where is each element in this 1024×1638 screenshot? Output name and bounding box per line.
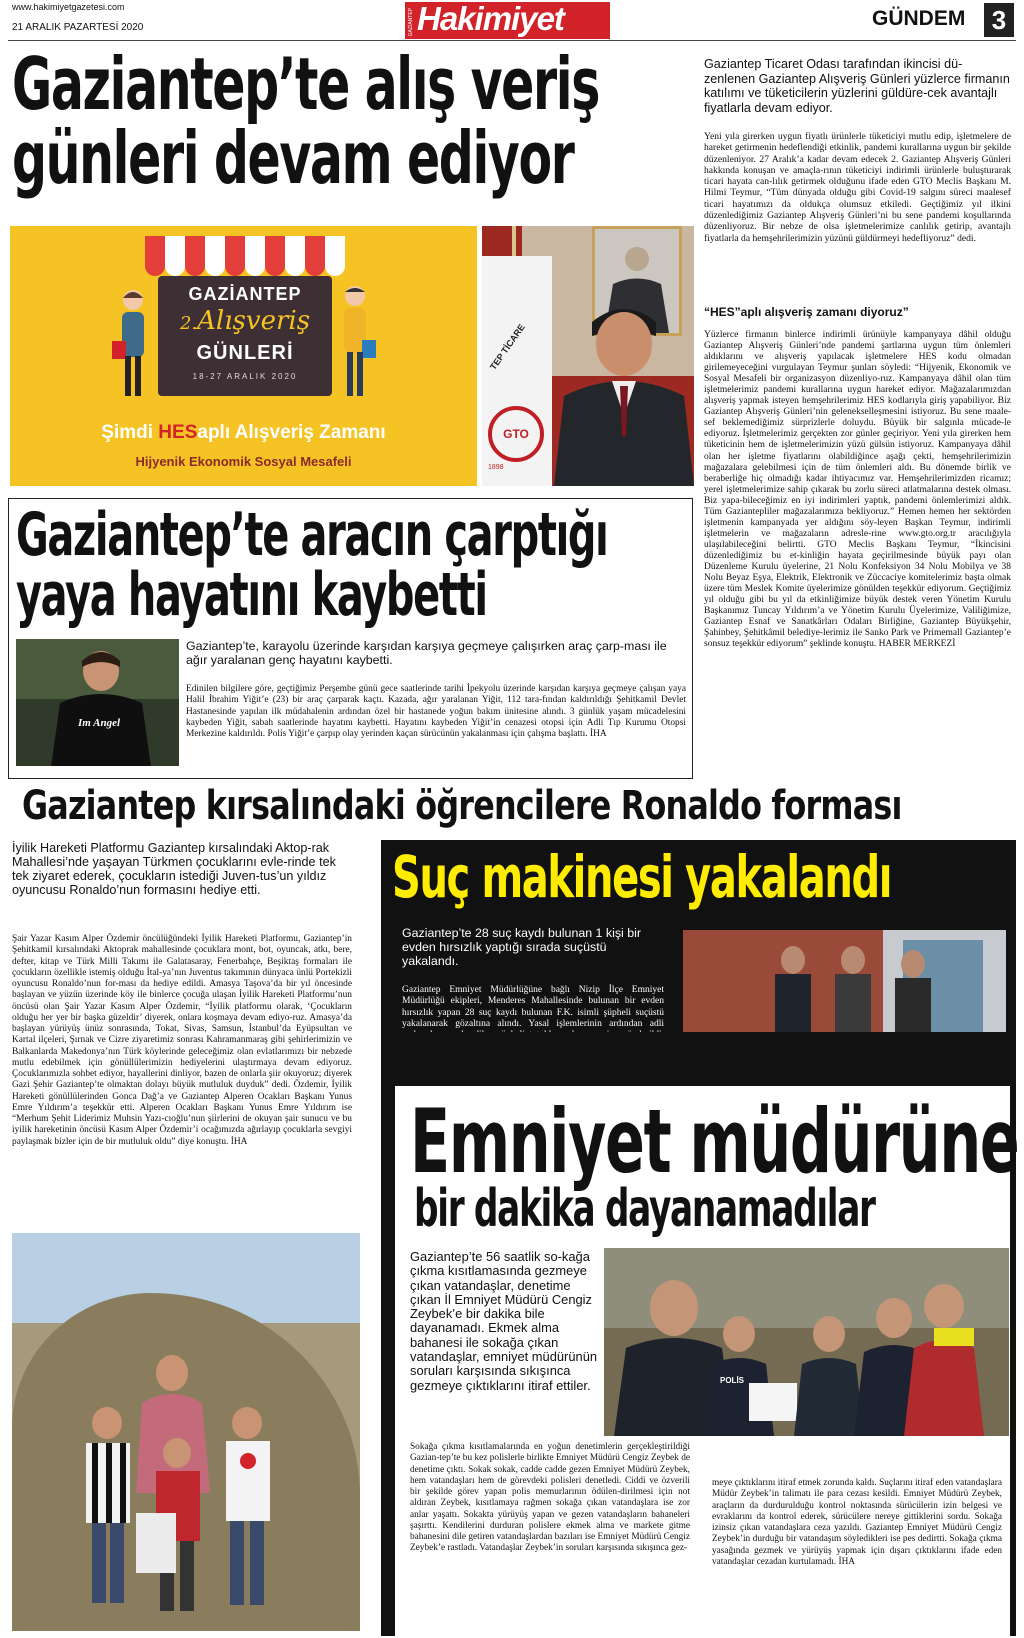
children-figures bbox=[52, 1343, 312, 1623]
logo-text: Hakimiyet bbox=[417, 0, 564, 37]
article2-headline-line2: yaya hayatını kaybetti bbox=[16, 560, 487, 630]
children-photo bbox=[12, 1233, 360, 1631]
article5-headline-line1: Emniyet müdürüne bbox=[410, 1090, 1019, 1193]
article4-lead: Gaziantep’te 28 suç kaydı bulunan 1 kişi bir evden hırsızlık yaptığı sırada suçüstü yakalandı. bbox=[402, 926, 642, 968]
article2-body: Edinilen bilgilere göre, geçtiğimiz Perşembe günü gece saatlerinde tarihi İpekyolu üzerinde karşıdan karşıya geçmeye çalışan yaya Halil İbrahim Yiğit’e (23) bir araç çarparak kaçtı. Kazada, ağır yaralanan Yiğit, 112 tara-fından kaldırıldığı Şehitkamil Devlet Hastanesinde yapılan ilk müdahalenin ardından özel bir hastanede yoğun bakım ünitesine alındı. 3 günlük yaşam mücadelesini kaybeden Yiğit, sabah saatlerinde hayatını kaybetti. Hayatını kaybeden Yiğit’in cenazesi otopsi için Adli Tıp Kurumu Otopsi Merkezine kaldırıldı. Polis Yiğit’e çarpıp olay yerinden kaçan sürücünün yakalanması için çalışma başlattı. İHA bbox=[186, 684, 686, 740]
victim-figure bbox=[46, 647, 156, 766]
issue-date: 21 ARALIK PAZARTESİ 2020 bbox=[12, 22, 144, 33]
article5-body-left: Sokağa çıkma kısıtlamalarında en yoğun denetimlerin gerçekleştirildiği Gazian-tep’te bu kez polislerle birlikte Emniyet Müdürü Cengiz Zeybek de denetime çıktı. Sokak sokak, cadde cadde gezen Emniyet Müdürü Zeybek, hem vatandaşları hem de görevdeki polisleri denetledi. Ciddi ve özverili bir şekilde görev yapan polis memurlarının ödülen-dirilmesi için not aldıran Zeybek, kısıtlamaya rağmen sokağa çıkan vatandaşlara ise zor anlar yaşattı. Sokakta yürüyüş yapan ve gezen vatandaşların bahaneleri şaşırttı. Kendilerini durduran polislere ekmek alma ve markete gitme bahanesini dile getiren vatandaşlardan bazıları ise Emniyet Müdürü Cengiz Zeybek’e rastladı. Vatandaşlar Zeybek’in soruları karşısında sıkışınca gez- bbox=[410, 1442, 690, 1554]
article2-headline-line1: Gaziantep’te aracın çarptığı bbox=[16, 500, 608, 570]
article2-lead: Gaziantep’te, karayolu üzerinde karşıdan karşıya geçmeye çalışırken araç çarp-ması ile ağır yaralanan genç hayatını kaybetti. bbox=[186, 639, 667, 667]
teymur-photo bbox=[482, 226, 694, 486]
article3-headline: Gaziantep kırsalındaki öğrencilere Ronaldo forması bbox=[22, 783, 902, 829]
police-label: POLİS bbox=[720, 1376, 745, 1385]
article1-body2: Yüzlerce firmanın binlerce indirimli ürünüyle kampanyaya dâhil olduğu Gaziantep Alışveriş Günleri’nde pandemi şartlarına uygun tüm önlemleri aldıklarını ve alışveriş yapılacak işletmelere HES kodu olmadan girilemeyeceğini vurgulayan Teymur şunları söyledi: “Hijyenik, Ekonomik ve Sosyal Mesafeli bir organizasyon düzenliyo-ruz. Kampanyaya dâhil olan tüm işletmelerimiz pandemi kurallarına uygun hareket ediyor. Mağazalarımızdan alışveriş yapmak isteyen hemşehrilerimiz HES kodlarıyla giriş yapabiliyor. Biz Gaziantep Alışveriş Günleri’nin gelenekselleşmesini istiyoruz. Bu sene maale-sef beklemediğimiz sürprizlerle doluydu. Büyük bir salgınla mücade-le ediyoruz. İşletmelerimiz gerçekten zor günler geçiriyor. Yeni yıla girerken hem tüketicinin hem de işletmelerimizin yüzü gülsün istiyoruz. Kampanyaya dâhil olan her işletme fiyatlarını olabildiğince aşağı çekti, hemşehrilerimizin mağazalara gelebilmesi için de tüm önlemleri aldı. Bu dönemde birlik ve beraberliğe hiç olmadığı kadar ihtiyacımız var. Hemşehrilerimizden ricamız; yerel işletmelerimize sahip çıkarak bu zorlu süreci atlatmalarına destek olması. Biz yapa-bileceğimiz en iyi indirimleri yaptık, pandemi önlemlerimizi aldık. Tüm Gaziantepliler mağazalarımıza bekliyoruz.” Hemen hemen her sektörden işletmenin kampanyada yer aldığını söy-leyen Başkan Teymur, indirimli işletmelerin ve mağazaların adresle-rine www.gto.org.tr aracılığıyla ulaşılabileceğini belirtti. GTO Meclis Başkanı Teymur, “İkincisini düzenlediğimiz bu et-kinliğin hayata geçirilmesinde büyük payı olan Düzenleme Kurulu üyelerine, 21 Nolu Konfeksiyon 34 Nolu Mobilya ve 38 Nolu Beyaz Eşya, Elektrik, Elektronik ve Züccaciye komitelerimiz başta olmak üzere tüm Meslek Komite üyelerimize gönülden teşekkür ediyorum. Geçtiğimiz yıl olduğu gibi bu yıl da etkinliğimize büyük destek veren Yönetim Kurulu Başkanımız Tuncay Yıldırım’a ve Yönetim Kurulu Üyelerimize, Valiliğimize, Gaziantep Esnaf ve Sanatkârları Odaları Birliğine, Gaziantep Büyükşehir, Şahinbey, Şehitkâmil belediye-lerimiz ile Sanko Park ve Primemall Gaziantep’e sonsuz teşekkür ediyorum” şeklinde konuştu. HABER MERKEZİ bbox=[704, 330, 1011, 650]
logo bbox=[405, 2, 610, 39]
article5-body-right: meye çıktıklarını itiraf etmek zorunda kaldı. Suçlarını itiraf eden vatandaşlara Müdür Zeybek’in talimatı ile para cezası kesildi. Emniyet Müdürü Zeybek, araçların da durdurulduğu kontrol noktasında sürücülerin izin belgesi ve evraklarını da kontrol ederek, sürücülere nereye gittiklerini sordu. Sokağa izinsiz çıkan vatandaşlara ceza yazıldı. Gaziantep Emniyet Müdürü Cengiz Zeybek’in durduğu bir vatandaşım söyledikleri ise pes dedirtti. Sokağa çıkma yasağında gezmek ve yürüyüş yapmak için dışarı çıktıklarını ifade eden vatandaşlar cezadan kurtulamadı. İHA bbox=[712, 1478, 1002, 1567]
alisveris-gunleri-poster bbox=[10, 226, 477, 486]
shopper-left-icon bbox=[108, 286, 158, 406]
section-label: GÜNDEM bbox=[872, 7, 966, 30]
police-figures bbox=[604, 1248, 1009, 1436]
poster-slogan-hes: HES bbox=[158, 422, 198, 443]
article1-lead: Gaziantep Ticaret Odası tarafından ikincisi dü-zenlenen Gaziantep Alışveriş Günleri yüzlerce firmanın katılımı ve tüketicilerin yüzlerini güldüre-cek avantajlı fiyatlarla devam ediyor. bbox=[704, 57, 1010, 115]
victim-shirt-text: Im Angel bbox=[78, 717, 121, 729]
poster-tagline: Hijyenik Ekonomik Sosyal Mesafeli bbox=[135, 454, 352, 469]
flag-text: TEP TİCARE bbox=[488, 322, 527, 372]
victim-photo bbox=[16, 639, 179, 766]
shopper-right-icon bbox=[330, 282, 380, 406]
article4-body: Gaziantep Emniyet Müdürlüğüne bağlı Nizip İlçe Emniyet Müdürlüğü ekipleri, Menderes Mahallesinde bulunan bir evden hırsızlık yapan 28 suç kaydı bulunan F.K. isimli şüpheli suçüstü yakalanarak gözaltına alındı. Yasal işlemlerinin ardından adli bbox=[402, 985, 664, 1029]
website-url[interactable]: www.hakimiyetgazetesi.com bbox=[12, 2, 125, 12]
police-photo bbox=[604, 1248, 1009, 1436]
poster-slogan-post: aplı Alışveriş Zamanı bbox=[197, 422, 386, 443]
article1-body1: Yeni yıla girerken uygun fiyatlı ürünlerle tüketiciyi mutlu edip, işletmelere de hareket getirmenin hedeflendiği etkinlik, pandemi kurallarına uygun bir şekilde düzenleniyor. 27 Aralık’a kadar devam edecek 2. Gaziantep Alışveriş Günleri hakkında konuşan ve amaçla-rının tüketiciyi indirimli ürünlerle buluşturarak ticari hayata can-lılık getirmek olduğunu ifade eden GTO Meclis Başkanı M. Hilmi Teymur, “Tüm dünyada olduğu gibi Covid-19 salgını süreci maalesef ticari hayatımızı da oldukça olumsuz etkiledi. Geçtiğimiz yıl ilkini düzenlediğimiz Gaziantep Alışveriş Günleri’ni bu sene pandemi koşullarında düzenliyoruz. Bir nebze de olsa işletmelerimize canlılık getirip, avantajlı fiyatlarla da hemşehrilerimizin yüzünü güldürmeyi hedefliyoruz” dedi. bbox=[704, 131, 1011, 244]
logo-city: GAZİANTEP bbox=[408, 8, 414, 37]
gto-flag bbox=[482, 256, 552, 486]
teymur-figure bbox=[554, 286, 694, 486]
seal-text: GTO bbox=[503, 427, 529, 441]
masthead-rule bbox=[8, 40, 1016, 41]
article5-headline-line2: bir dakika dayanamadılar bbox=[414, 1179, 875, 1239]
poster-title-word: Alışveriş bbox=[197, 306, 311, 336]
seal-year: 1898 bbox=[488, 464, 504, 471]
poster-slogan bbox=[10, 422, 477, 444]
gto-seal bbox=[488, 406, 544, 462]
article5-lead: Gaziantep’te 56 saatlik so-kağa çıkma kısıtlamasında gezmeye çıkan vatandaşlar, denetime çıkan İl Emniyet Müdürü Cengiz Zeybek’e bir dakika bile dayanamadı. Ekmek alma bahanesi ile sokağa çıkan vatandaşlar, emniyet müdürünün soruları karşısında sıkışınca gezmeye çıktıklarını itiraf ettiler. bbox=[410, 1249, 598, 1393]
poster-title-num: 2. bbox=[179, 313, 198, 334]
article1-subhead: “HES”aplı alışveriş zamanı diyoruz” bbox=[704, 305, 909, 319]
article3-lead: İyilik Hareketi Platformu Gaziantep kırsalındaki Aktop-rak Mahallesi’nde yaşayan Türkmen çocuklarını evle-rinde tek tek ziyaret ederek, çocukların istediği Juven-tus’un yıldız oyuncusu Ronaldo’nun formasını hediye etti. bbox=[12, 841, 336, 897]
article1-headline-line2: günleri devam ediyor bbox=[12, 116, 574, 200]
poster-days: GÜNLERİ bbox=[196, 342, 294, 364]
article3-body: Şair Yazar Kasım Alper Özdemir öncülüğündeki İyilik Hareketi Platformu, Gaziantep’in Şehitkamil kırsalındaki Aktoprak mahallesinde çocuklara mont, bot, oyuncak, atkı, bere, defter, kitap ve Türk Milli Takımı ile Galatasaray, Fenerbahçe, Beşiktaş formaları ile çocukların özellikle istemiş olduğu İtal-ya’nın Juventus takımının dünyaca ünlü Portekizli oyuncusu Ronaldo’nun for-ması da hediye edildi. Amasya Taşova’da bir yıl öncesinde başlayan ve yüzün üzerinde köy ile binlerce çocuğa ulaşan İyilik Hareketi Platformu’nun öncüsü olan Şair Yazar Kasım Alper Özdemir, “İyilik platformu olarak, ‘Çocukların olduğu her yer bir başka güzeldir’ diyerek, onlara koşmaya devam ediyo-ruz. Amasya’da başlayan yürüyüş ünüz sonrasında, Tokat, Sivas, Samsun, İstanbul’da Eyüpsultan ve Kartal ilçeleri, Şırnak ve Cizre ziyaretimiz sonrası Kahramanmaraş gibi şehirlerimizin ve Balkanlarda Makedonya’nın Türk köylerinde geleceğimiz olan evlatlarımızı bir nebzede mutlu edebilmek için gönüllülerimizin hediyelerini ulaştırmaya devam ediyoruz. Çocuklarımızla sohbet ediyor, hayallerini dinliyor, bazen de onlarla şiir okuyoruz; diyerek Gazi Şehir Gaziantep’te olmaktan dolayı büyük mutluluk duyduk” dedi. Özdemir, İyilik Hareketi gönüllülerinden Gonca Dağ’a ve Gaziantep Alperen Ocakları Başkanı Yunus Emre Yıldırım’a teşekkür etti. Alperen Ocakları Başkanı Yunus Emre Yıldırım ise “Merhum Şehit Liderimiz Muhsin Yazı-cıoğlu’nun şiirlerini de okuyan şair sunucu ve bu iyilik hareketinin öncüsü Kasım Alper Özdemir’i ocağımızda ağırlayıp çocuklarla sevgiyi paylaşmak bizler için de bir mutluluk oldu” diye konuştu. İHA bbox=[12, 934, 352, 1147]
poster-city: GAZİANTEP bbox=[188, 284, 302, 304]
poster-dates: 18-27 ARALIK 2020 bbox=[192, 372, 298, 381]
article4-headline: Suç makinesi yakalandı bbox=[392, 843, 892, 911]
poster-title-row bbox=[158, 306, 332, 336]
page-number: 3 bbox=[984, 3, 1014, 37]
article1-headline-line1: Gaziantep’te alış veriş bbox=[12, 42, 600, 126]
poster-slogan-pre: Şimdi bbox=[101, 422, 159, 443]
